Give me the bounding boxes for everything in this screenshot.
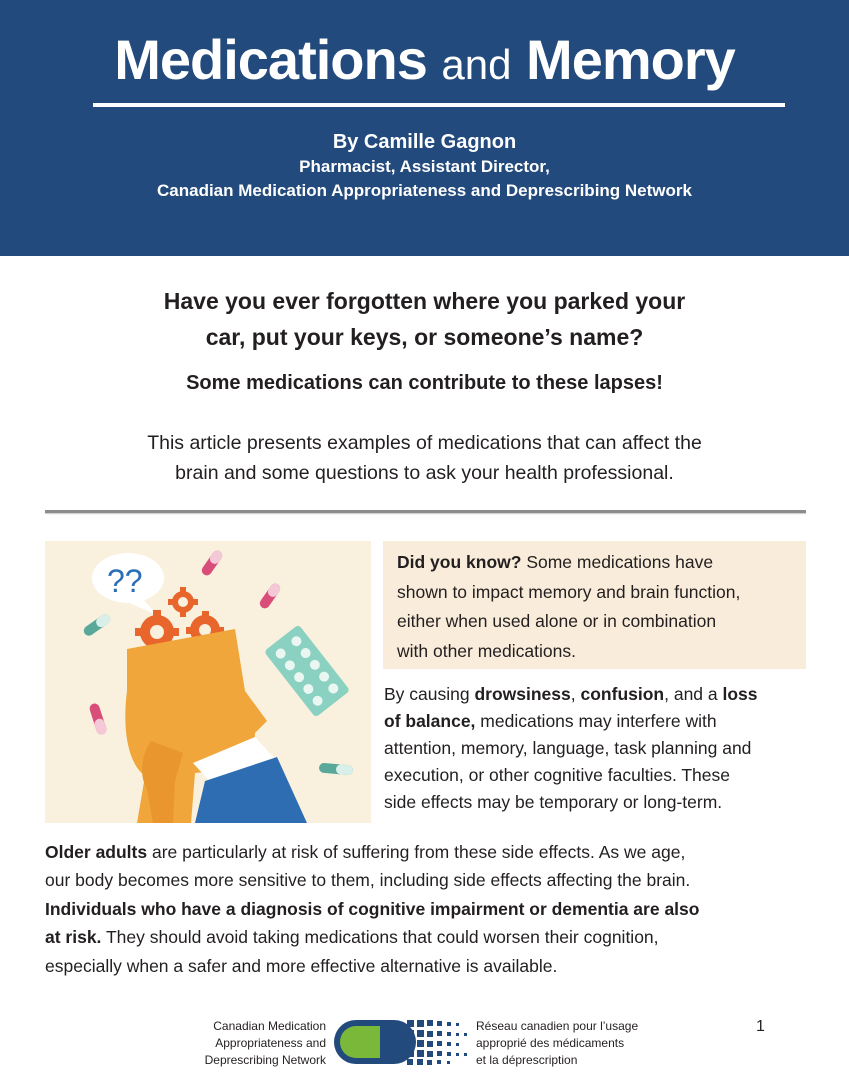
footer-en-line3: Deprescribing Network [204,1053,326,1067]
p2-bold-at-risk: at risk. [45,927,102,948]
blister-pack-icon [264,624,350,717]
did-you-know-label: Did you know? [397,552,522,572]
footer-en-line1: Canadian Medication [213,1019,326,1033]
p2-line4 [45,923,815,951]
footer-fr-line2: approprié des médicaments [476,1036,625,1050]
header-banner [0,0,849,256]
capsule-icon [200,549,224,578]
subheadline: Some medications can contribute to these lapses! [186,372,663,394]
footer-fr-line3: et la déprescription [476,1053,578,1067]
head-with-pills-illustration [45,541,371,823]
p2-line5: especially when a safer and more effective alternative is available. [45,955,558,976]
older-adults-paragraph [45,838,815,980]
side-effects-paragraph [384,681,814,816]
capsule-icon [319,763,354,776]
p2-bold-dementia: Individuals who have a diagnosis of cognitive impairment or dementia are also [45,898,700,919]
author-role-line1: Pharmacist, Assistant Director, [299,157,550,176]
p2-text: They should avoid taking medications that could worsen their cognition, [101,927,659,948]
title-word-memory: Memory [526,28,735,91]
author-role-line2: Canadian Medication Appropriateness and Deprescribing Network [157,181,692,200]
author-byline: By Camille Gagnon [332,131,517,153]
p1-line1 [384,681,814,708]
section-divider [45,510,806,513]
illustration-svg [45,541,371,823]
headline [0,283,849,355]
intro-paragraph [0,428,849,488]
headline-line1: Have you ever forgotten where you parked your [163,288,686,314]
footer-org-name-fr [476,1018,666,1069]
footer-fr-line1: Réseau canadien pour l’usage [476,1019,639,1033]
gear-icon [168,587,198,617]
did-you-know-line2: shown to impact memory and brain function, [397,581,741,602]
page-number: 1 [756,1018,765,1035]
intro-line1: This article presents examples of medications that can affect the [147,432,702,454]
headline-line2: car, put your keys, or someone’s name? [205,324,644,350]
p1-text: , [570,684,581,704]
capsule-icon [88,702,107,736]
p2-line3 [45,895,815,923]
p1-line4: execution, or other cognitive faculties. These [384,765,730,785]
intro-line2: brain and some questions to ask your health professional. [175,462,674,484]
p2-bold-older-adults: Older adults [45,842,148,862]
did-you-know-line4: with other medications. [397,640,576,661]
title-underline [93,103,785,107]
network-logo-icon [333,1016,471,1068]
did-you-know-line3: either when used alone or in combination [397,611,717,631]
p2-line1 [45,838,815,866]
p1-text: medications may interfere with [475,711,717,731]
p1-line5: side effects may be temporary or long-term. [384,792,723,812]
p1-bold-balance: of balance, [384,711,476,731]
did-you-know-line1 [397,548,794,578]
p2-text: are particularly at risk of suffering from these side effects. As we age, [147,842,686,862]
page-title [0,28,849,97]
footer-en-line2: Appropriateness and [215,1036,326,1050]
did-you-know-text1: Some medications have [521,552,714,572]
p2-line2: our body becomes more sensitive to them, including side effects affecting the brain. [45,870,691,891]
p1-line3: attention, memory, language, task planning and [384,738,752,758]
p1-bold-drowsiness: drowsiness [474,684,571,704]
capsule-icon [258,582,282,611]
p1-line2 [384,708,814,735]
p1-text: By causing [384,684,475,704]
title-word-medications: Medications [114,28,427,91]
speech-bubble-icon [92,553,164,615]
capsule-icon [82,612,112,637]
p1-bold-confusion: confusion [580,684,665,704]
title-word-and: and [441,41,512,88]
footer-org-name-en [180,1018,326,1069]
did-you-know-box [383,541,806,669]
question-marks: ?? [107,563,143,599]
p1-text: , and a [664,684,723,704]
p1-bold-loss: loss [722,684,758,704]
